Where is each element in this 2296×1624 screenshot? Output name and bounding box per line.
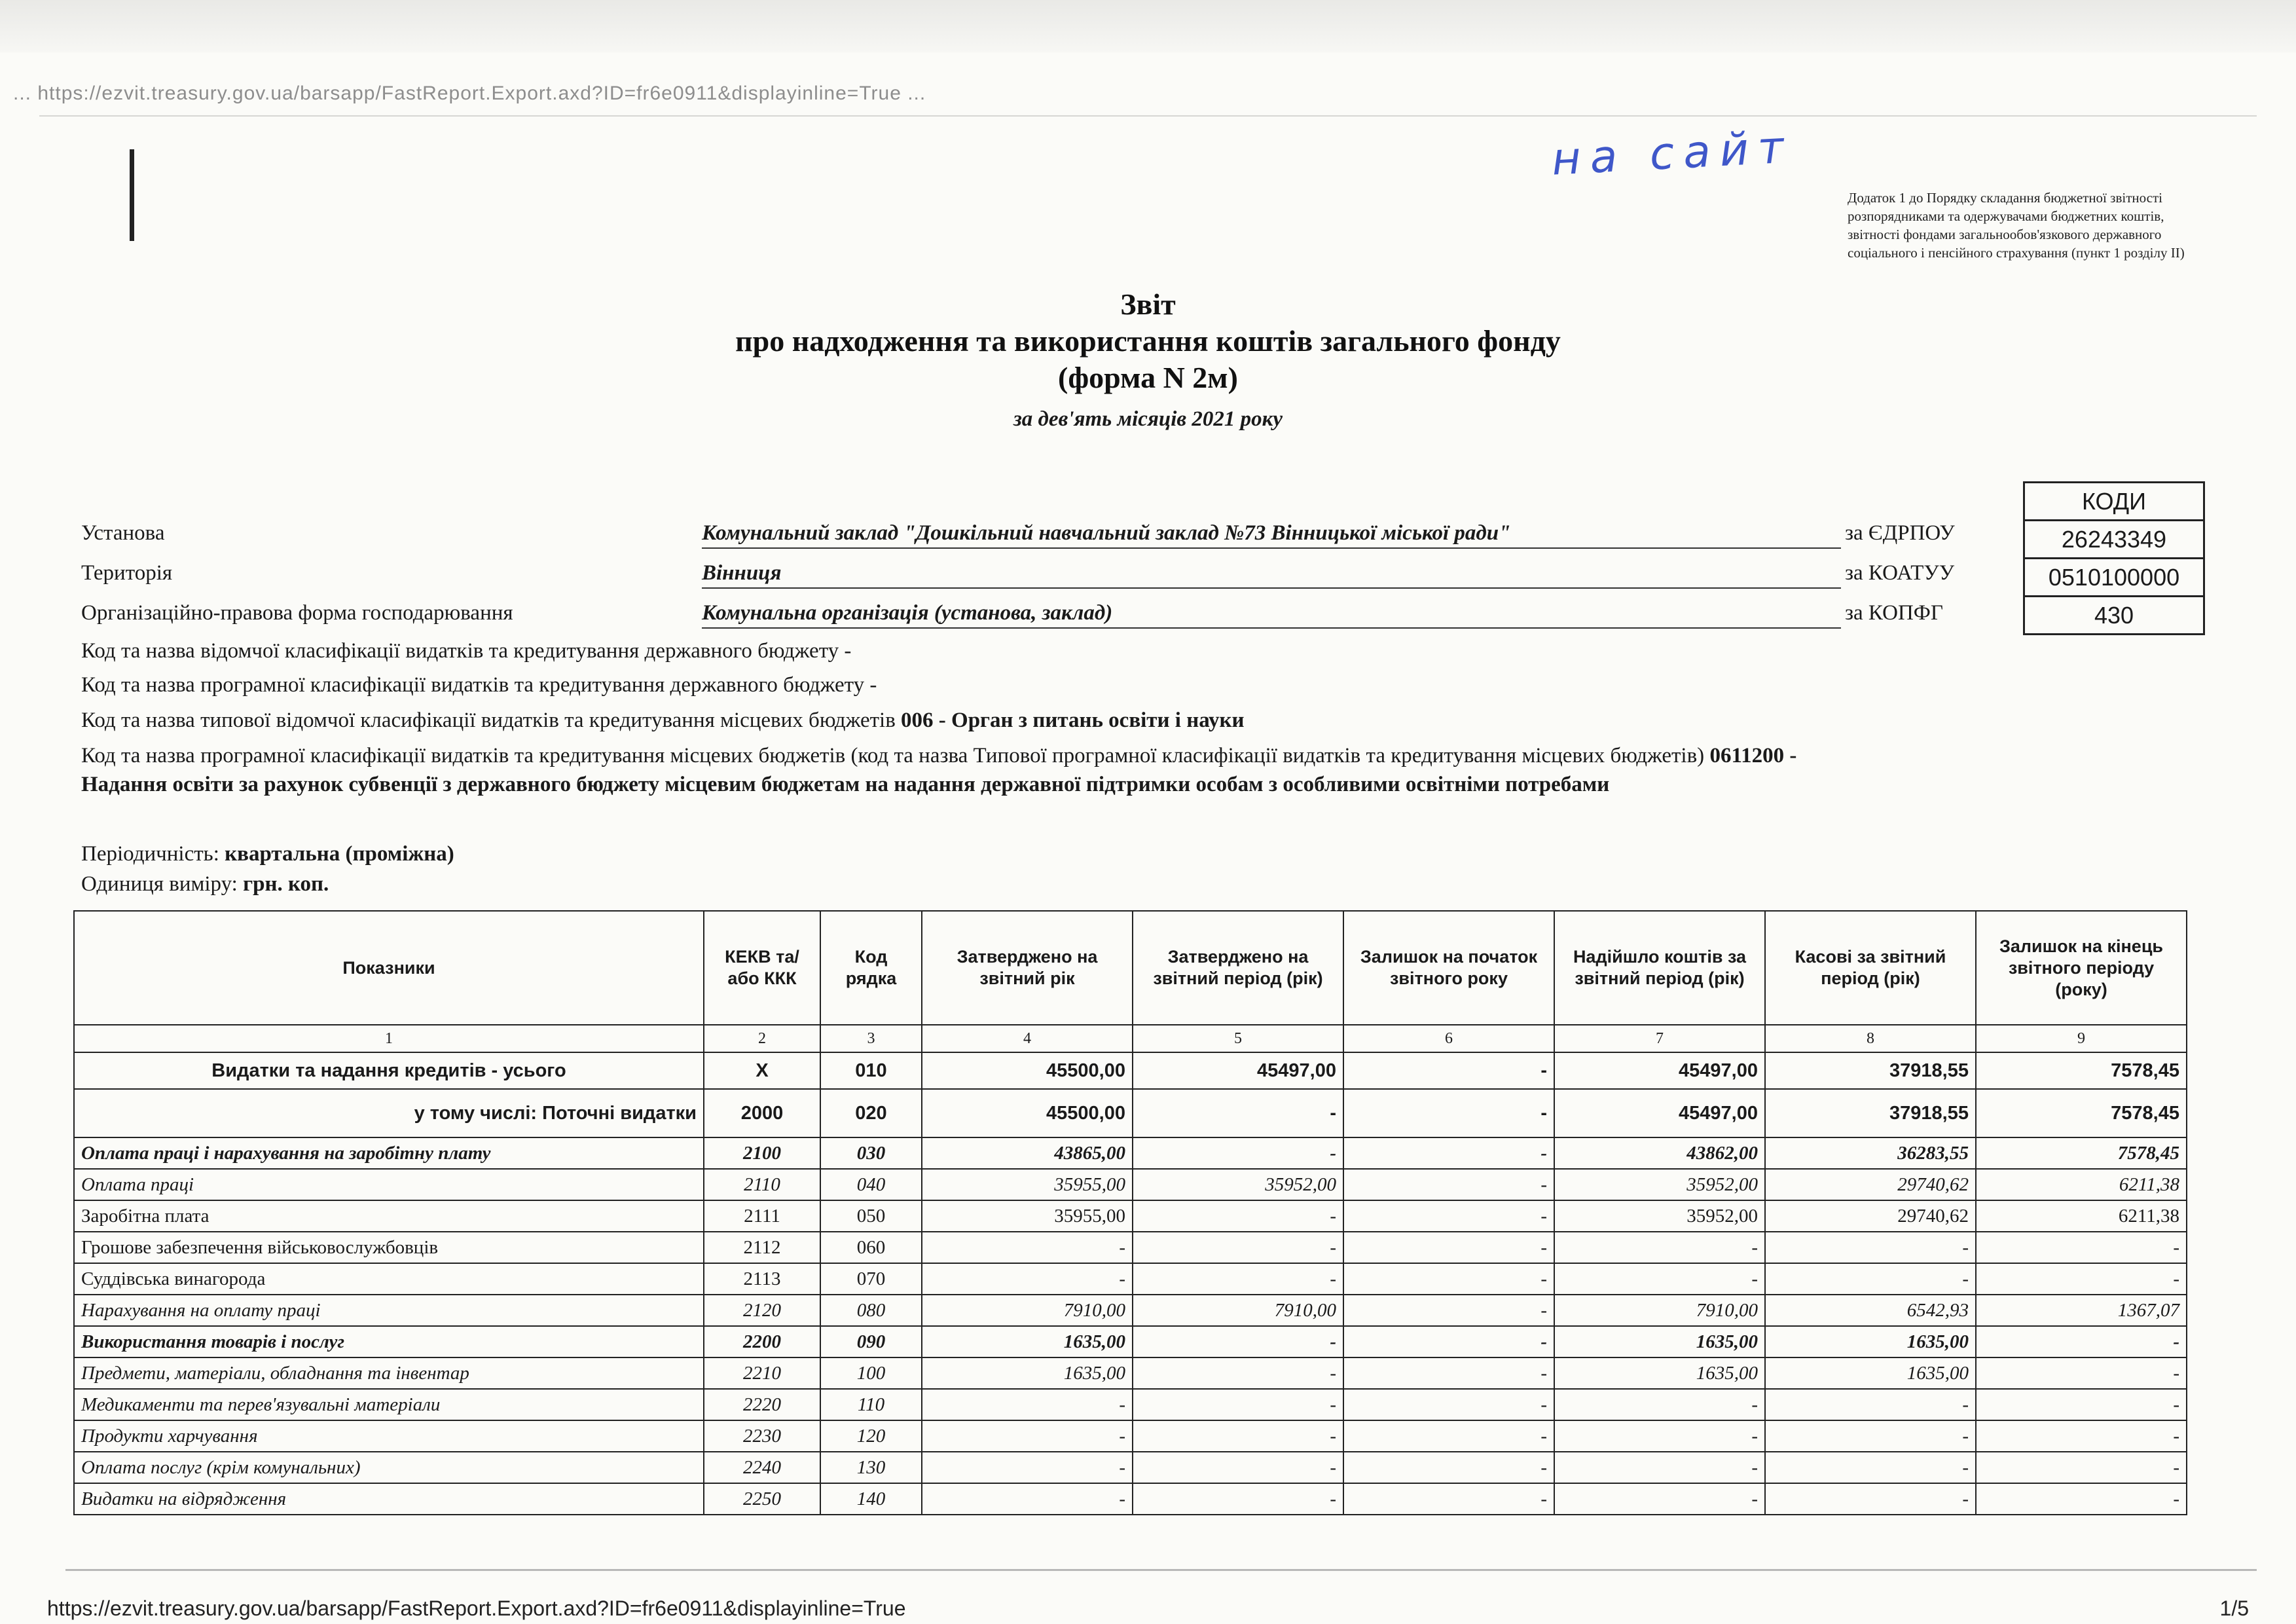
table-cell: -: [1343, 1232, 1554, 1263]
table-row: [74, 1052, 2187, 1089]
row-label: Оплата праці: [74, 1169, 704, 1200]
table-cell: -: [1554, 1483, 1765, 1515]
institution-label: Установа: [81, 521, 165, 545]
table-cell: 110: [820, 1389, 922, 1420]
table-cell: -: [1133, 1137, 1343, 1169]
table-column-numbers: [74, 1025, 2187, 1052]
table-row: [74, 1263, 2187, 1295]
column-header: Касові за звітний період (рік): [1765, 911, 1976, 1025]
table-cell: 45497,00: [1554, 1052, 1765, 1089]
column-number: 8: [1765, 1025, 1976, 1052]
column-number: 3: [820, 1025, 922, 1052]
table-cell: 2210: [704, 1357, 820, 1389]
table-cell: 7910,00: [1554, 1295, 1765, 1326]
table-cell: 090: [820, 1326, 922, 1357]
column-header: Залишок на початок звітного року: [1343, 911, 1554, 1025]
table-row: [74, 1169, 2187, 1200]
table-cell: -: [1976, 1357, 2187, 1389]
table-cell: 1635,00: [1765, 1357, 1976, 1389]
table-cell: 45497,00: [1133, 1052, 1343, 1089]
table-cell: 6211,38: [1976, 1200, 2187, 1232]
table-cell: 7578,45: [1976, 1052, 2187, 1089]
periodicity: Періодичність: квартальна (проміжна): [81, 842, 454, 866]
table-cell: -: [1133, 1232, 1343, 1263]
table-cell: -: [1554, 1389, 1765, 1420]
column-header: Надійшло коштів за звітний період (рік): [1554, 911, 1765, 1025]
table-cell: -: [922, 1483, 1133, 1515]
table-cell: 45500,00: [922, 1089, 1133, 1137]
table-cell: -: [1765, 1483, 1976, 1515]
table-cell: -: [1133, 1483, 1343, 1515]
table-cell: 010: [820, 1052, 922, 1089]
table-cell: -: [1343, 1357, 1554, 1389]
table-cell: -: [1133, 1357, 1343, 1389]
codes-table: [2023, 481, 2205, 635]
table-cell: -: [1976, 1232, 2187, 1263]
table-cell: -: [1343, 1052, 1554, 1089]
table-row: [74, 1232, 2187, 1263]
column-number: 2: [704, 1025, 820, 1052]
row-label: Суддівська винагорода: [74, 1263, 704, 1295]
row-label: Грошове забезпечення військовослужбовців: [74, 1232, 704, 1263]
table-cell: 2230: [704, 1420, 820, 1452]
table-cell: 7578,45: [1976, 1089, 2187, 1137]
table-cell: -: [1976, 1263, 2187, 1295]
table-cell: 070: [820, 1263, 922, 1295]
report-table: [73, 910, 2187, 1515]
footer-page-number: 1/5: [2219, 1596, 2249, 1620]
table-cell: -: [1554, 1420, 1765, 1452]
column-number: 7: [1554, 1025, 1765, 1052]
report-form-number: (форма N 2м): [1058, 361, 1238, 394]
kopfg-label: за КОПФГ: [1845, 601, 1943, 625]
row-label: Продукти харчування: [74, 1420, 704, 1452]
table-cell: -: [1976, 1389, 2187, 1420]
table-cell: 040: [820, 1169, 922, 1200]
table-cell: -: [1343, 1483, 1554, 1515]
column-header: Затверджено на звітний рік: [922, 911, 1133, 1025]
report-subtitle: про надходження та використання коштів загального фонду: [735, 324, 1561, 358]
table-cell: -: [1133, 1089, 1343, 1137]
table-cell: 35952,00: [1554, 1200, 1765, 1232]
table-cell: 2240: [704, 1452, 820, 1483]
dept-class-state: Код та назва відомчої класифікації видатків та кредитування державного бюджету -: [81, 639, 852, 663]
table-cell: -: [1765, 1389, 1976, 1420]
row-label: Заробітна плата: [74, 1200, 704, 1232]
table-cell: 7578,45: [1976, 1137, 2187, 1169]
column-header: Залишок на кінець звітного періоду (року): [1976, 911, 2187, 1025]
table-row: [74, 1137, 2187, 1169]
table-cell: 1367,07: [1976, 1295, 2187, 1326]
scan-top-shade: [0, 0, 2296, 52]
table-cell: -: [1976, 1420, 2187, 1452]
table-cell: 29740,62: [1765, 1200, 1976, 1232]
table-cell: 030: [820, 1137, 922, 1169]
edrpou-code: 26243349: [2024, 521, 2204, 559]
table-cell: -: [1765, 1420, 1976, 1452]
row-label: Видатки на відрядження: [74, 1483, 704, 1515]
column-number: 5: [1133, 1025, 1343, 1052]
table-cell: -: [1343, 1089, 1554, 1137]
column-header: Затверджено на звітний період (рік): [1133, 911, 1343, 1025]
table-cell: -: [1343, 1169, 1554, 1200]
table-cell: -: [1343, 1263, 1554, 1295]
table-cell: -: [1133, 1389, 1343, 1420]
dept-class-local: Код та назва типової відомчої класифікації видатків та кредитування місцевих бюджетів 006 - Орган з питань освіти і науки: [81, 709, 1245, 732]
table-cell: 43865,00: [922, 1137, 1133, 1169]
table-cell: 2111: [704, 1200, 820, 1232]
handwritten-note: на сайт: [1550, 121, 1795, 186]
table-cell: -: [1765, 1452, 1976, 1483]
territory-label: Територія: [81, 561, 173, 585]
table-cell: -: [922, 1232, 1133, 1263]
table-cell: -: [1343, 1452, 1554, 1483]
table-row: [74, 1452, 2187, 1483]
koatuu-code: 0510100000: [2024, 559, 2204, 597]
table-cell: 6542,93: [1765, 1295, 1976, 1326]
table-cell: -: [1343, 1420, 1554, 1452]
prog-class-state: Код та назва програмної класифікації видатків та кредитування державного бюджету -: [81, 673, 877, 697]
table-cell: Х: [704, 1052, 820, 1089]
unit-of-measure: Одиниця виміру: грн. коп.: [81, 872, 329, 896]
table-cell: -: [1554, 1232, 1765, 1263]
table-cell: 2100: [704, 1137, 820, 1169]
table-cell: 080: [820, 1295, 922, 1326]
column-header: Код рядка: [820, 911, 922, 1025]
table-cell: 35955,00: [922, 1169, 1133, 1200]
table-cell: 020: [820, 1089, 922, 1137]
table-cell: -: [1133, 1326, 1343, 1357]
table-cell: 7910,00: [1133, 1295, 1343, 1326]
table-cell: 43862,00: [1554, 1137, 1765, 1169]
table-cell: 1635,00: [1765, 1326, 1976, 1357]
table-row: [74, 1357, 2187, 1389]
table-row: [74, 1089, 2187, 1137]
table-cell: -: [1343, 1200, 1554, 1232]
codes-header: КОДИ: [2024, 483, 2204, 521]
table-cell: 1635,00: [922, 1326, 1133, 1357]
row-label: Медикаменти та перев'язувальні матеріали: [74, 1389, 704, 1420]
row-label: Предмети, матеріали, обладнання та інвентар: [74, 1357, 704, 1389]
table-cell: -: [922, 1452, 1133, 1483]
row-label: Оплата праці і нарахування на заробітну плату: [74, 1137, 704, 1169]
footer-url: https://ezvit.treasury.gov.ua/barsapp/FastReport.Export.axd?ID=fr6e0911&displayinline=True: [47, 1596, 906, 1620]
table-cell: -: [922, 1389, 1133, 1420]
table-cell: 100: [820, 1357, 922, 1389]
table-row: [74, 1389, 2187, 1420]
table-row: [74, 1326, 2187, 1357]
table-cell: 36283,55: [1765, 1137, 1976, 1169]
table-cell: 29740,62: [1765, 1169, 1976, 1200]
table-row: [74, 1200, 2187, 1232]
table-cell: 45500,00: [922, 1052, 1133, 1089]
column-number: 1: [74, 1025, 704, 1052]
report-period: за дев'ять місяців 2021 року: [1013, 407, 1283, 431]
table-cell: -: [1133, 1200, 1343, 1232]
scan-line: [39, 115, 2257, 117]
table-cell: 2110: [704, 1169, 820, 1200]
territory-value: Вінниця: [702, 559, 1841, 589]
table-cell: 2120: [704, 1295, 820, 1326]
column-header: Показники: [74, 911, 704, 1025]
org-form-label: Організаційно-правова форма господарювання: [81, 601, 513, 625]
table-cell: 45497,00: [1554, 1089, 1765, 1137]
table-cell: 37918,55: [1765, 1089, 1976, 1137]
header-url-line: ... https://ezvit.treasury.gov.ua/barsapp/FastReport.Export.axd?ID=fr6e0911&displayinline=True ...: [13, 83, 926, 104]
table-cell: -: [1133, 1452, 1343, 1483]
table-cell: 2220: [704, 1389, 820, 1420]
table-cell: 050: [820, 1200, 922, 1232]
table-cell: 35952,00: [1133, 1169, 1343, 1200]
prog-class-local: Код та назва програмної класифікації видатків та кредитування місцевих бюджетів (код та назва Типової програмної класифікації видатків та кредитування місцевих бюджетів) 0611200 - Надання освіти за рахунок субвенції з державного бюджету місцевим бюджетам на надання державної підтримки особам з особливими освітніми потребами: [81, 744, 1797, 796]
table-cell: 060: [820, 1232, 922, 1263]
table-cell: 130: [820, 1452, 922, 1483]
table-cell: 35955,00: [922, 1200, 1133, 1232]
table-cell: 1635,00: [1554, 1326, 1765, 1357]
column-number: 6: [1343, 1025, 1554, 1052]
column-header: КЕКВ та/або ККК: [704, 911, 820, 1025]
footer-divider: [65, 1569, 2257, 1571]
row-label: Оплата послуг (крім комунальних): [74, 1452, 704, 1483]
table-cell: -: [1133, 1420, 1343, 1452]
table-cell: -: [1343, 1137, 1554, 1169]
table-cell: -: [1554, 1452, 1765, 1483]
table-cell: 1635,00: [1554, 1357, 1765, 1389]
table-cell: -: [1765, 1232, 1976, 1263]
appendix-note: Додаток 1 до Порядку складання бюджетної звітності розпорядниками та одержувачами бюджетних коштів, звітності фондами загальнообов'язкового державного соціального і пенсійного страхування (пункт 1 розділу II): [1848, 190, 2185, 261]
koatuu-label: за КОАТУУ: [1845, 561, 1955, 585]
table-cell: -: [1976, 1483, 2187, 1515]
row-label: Видатки та надання кредитів - усього: [74, 1052, 704, 1089]
table-cell: 120: [820, 1420, 922, 1452]
table-cell: 2000: [704, 1089, 820, 1137]
row-label: Використання товарів і послуг: [74, 1326, 704, 1357]
table-cell: -: [1133, 1263, 1343, 1295]
table-cell: 2200: [704, 1326, 820, 1357]
table-cell: 140: [820, 1483, 922, 1515]
institution-value: Комунальний заклад "Дошкільний навчальний заклад №73 Вінницької міської ради": [702, 519, 1841, 549]
column-number: 4: [922, 1025, 1133, 1052]
table-cell: -: [1976, 1326, 2187, 1357]
edrpou-label: за ЄДРПОУ: [1845, 521, 1955, 545]
table-cell: -: [922, 1263, 1133, 1295]
binder-mark: [130, 149, 134, 241]
report-title: Звіт: [1120, 287, 1176, 321]
table-header-row: [74, 911, 2187, 1025]
table-cell: -: [1343, 1389, 1554, 1420]
table-cell: -: [1976, 1452, 2187, 1483]
column-number: 9: [1976, 1025, 2187, 1052]
kopfg-code: 430: [2024, 597, 2204, 635]
table-row: [74, 1483, 2187, 1515]
table-cell: 6211,38: [1976, 1169, 2187, 1200]
org-form-value: Комунальна організація (установа, заклад): [702, 599, 1841, 629]
table-cell: -: [1554, 1263, 1765, 1295]
table-cell: 37918,55: [1765, 1052, 1976, 1089]
table-cell: 35952,00: [1554, 1169, 1765, 1200]
row-label: Нарахування на оплату праці: [74, 1295, 704, 1326]
table-cell: -: [922, 1420, 1133, 1452]
table-cell: -: [1343, 1326, 1554, 1357]
table-cell: 2250: [704, 1483, 820, 1515]
table-cell: 2113: [704, 1263, 820, 1295]
table-cell: 2112: [704, 1232, 820, 1263]
table-row: [74, 1295, 2187, 1326]
table-cell: 7910,00: [922, 1295, 1133, 1326]
table-row: [74, 1420, 2187, 1452]
table-cell: 1635,00: [922, 1357, 1133, 1389]
row-label: у тому числі: Поточні видатки: [74, 1089, 704, 1137]
table-cell: -: [1343, 1295, 1554, 1326]
table-cell: -: [1765, 1263, 1976, 1295]
